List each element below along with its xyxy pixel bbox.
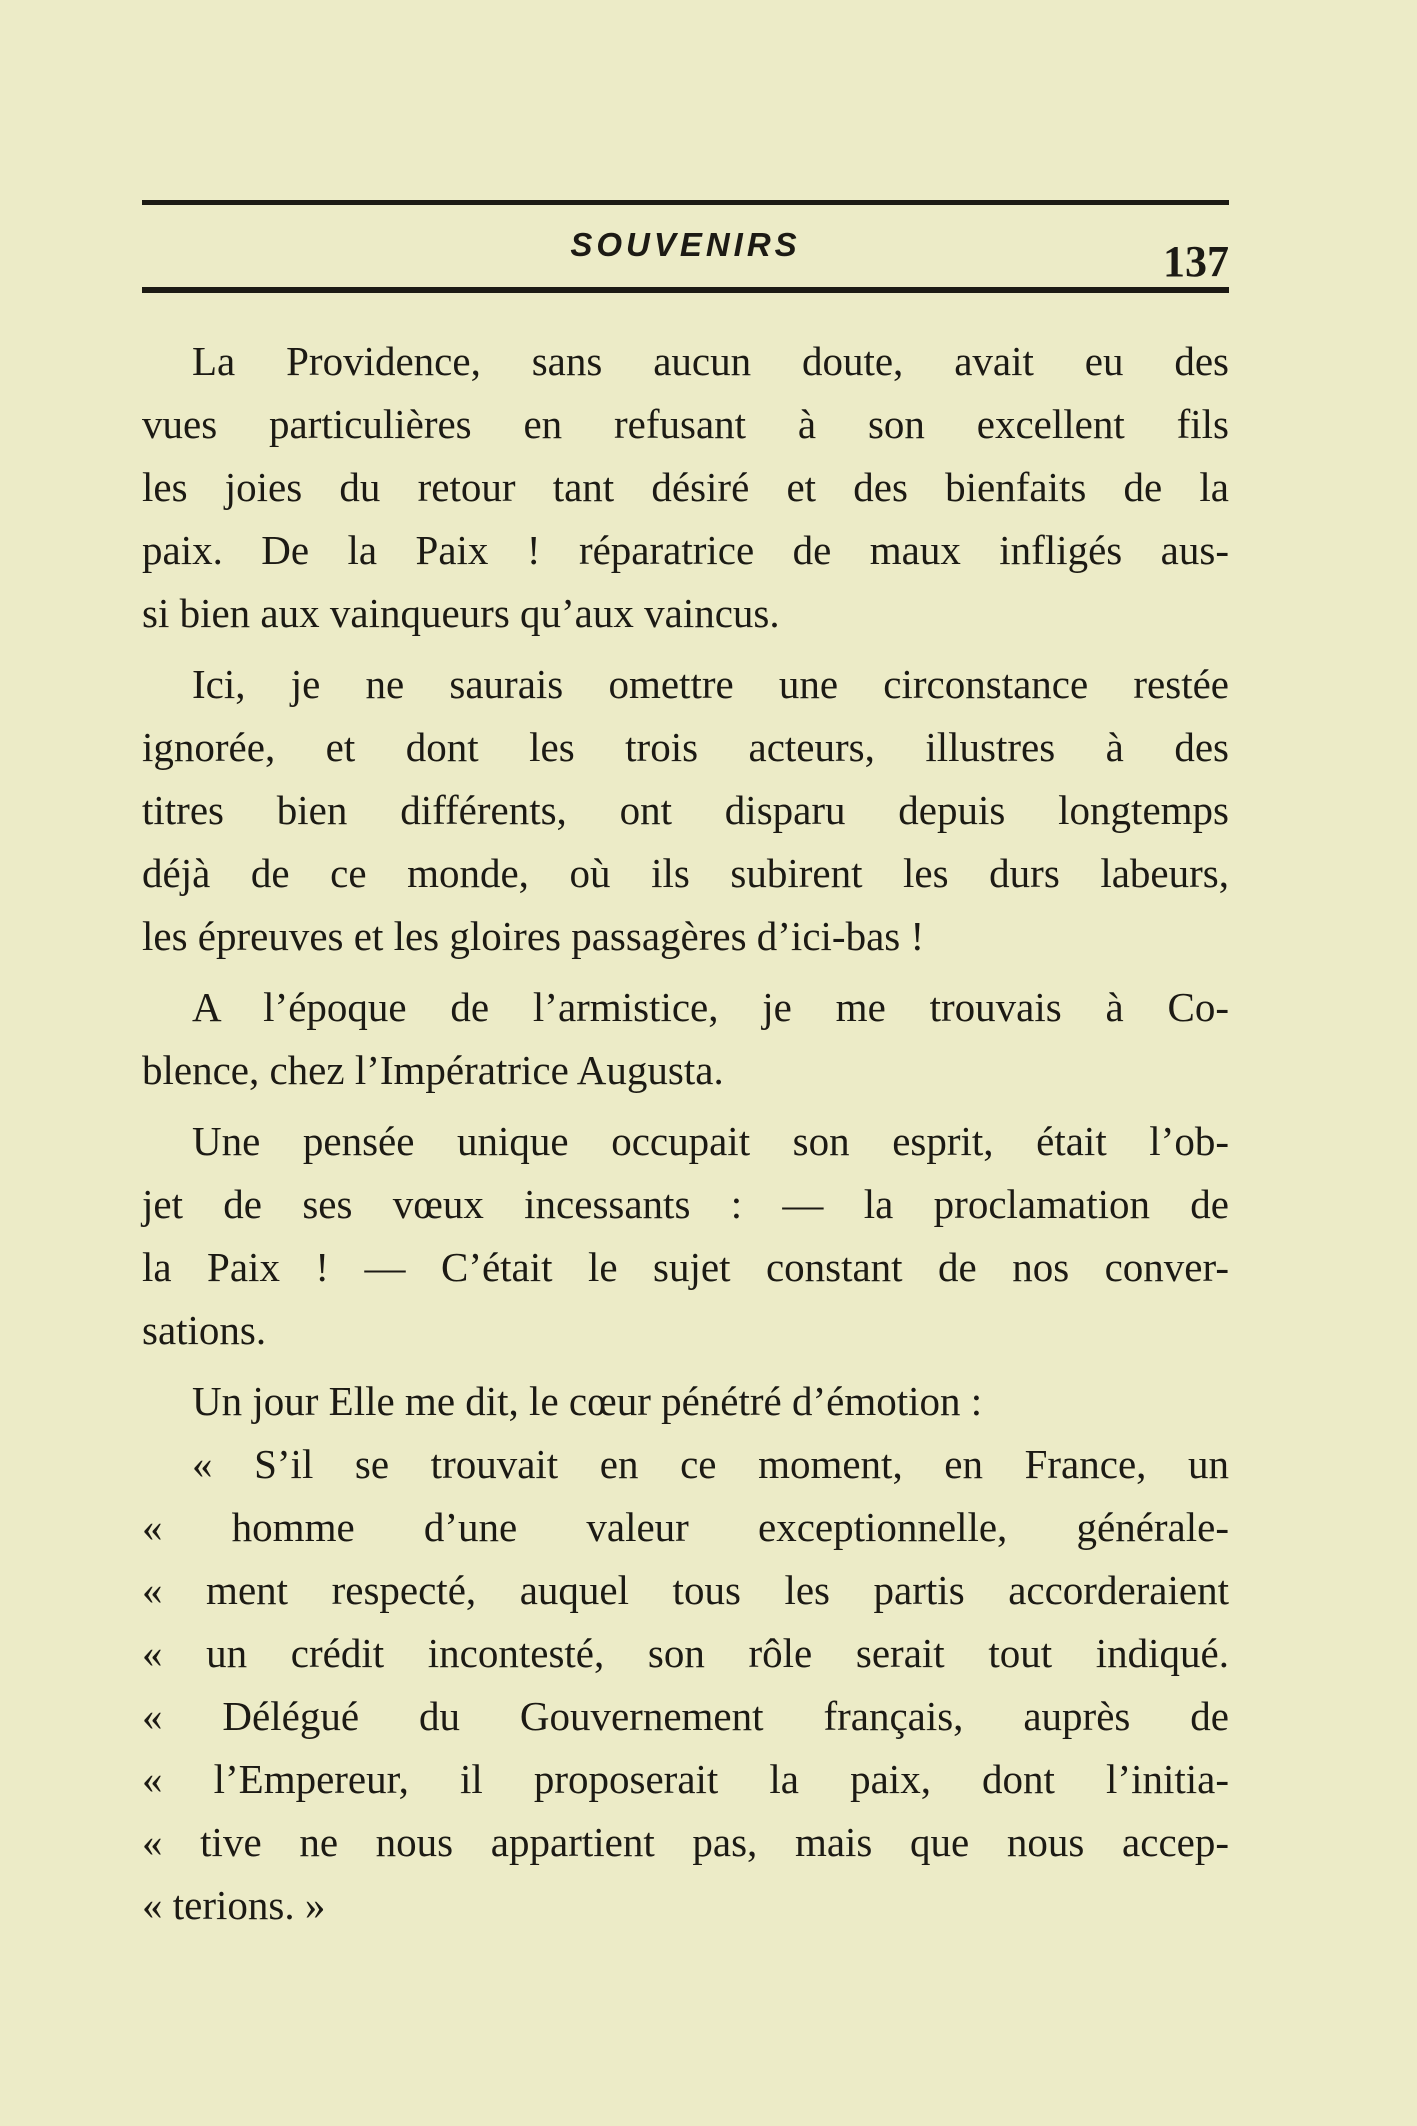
text-line: ignorée, et dont les trois acteurs, illustres à des bbox=[142, 724, 1229, 770]
text-line: « terions. » bbox=[142, 1882, 326, 1928]
header-rule-top bbox=[142, 200, 1229, 205]
text-line: Une pensée unique occupait son esprit, était l’ob- bbox=[192, 1118, 1229, 1164]
page-number: 137 bbox=[1163, 237, 1229, 286]
text-line: « un crédit incontesté, son rôle serait tout indiqué. bbox=[142, 1630, 1229, 1676]
text-line: A l’époque de l’armistice, je me trouvais à Co- bbox=[192, 984, 1229, 1030]
text-line: les épreuves et les gloires passagères d’ici-bas ! bbox=[142, 913, 925, 959]
text-line: Un jour Elle me dit, le cœur pénétré d’émotion : bbox=[192, 1378, 983, 1424]
paragraph bbox=[142, 976, 1229, 1102]
paragraph bbox=[142, 1370, 1229, 1937]
text-line: Ici, je ne saurais omettre une circonstance restée bbox=[192, 661, 1229, 707]
text-line: « homme d’une valeur exceptionnelle, générale- bbox=[142, 1504, 1229, 1550]
text-line: vues particulières en refusant à son excellent fils bbox=[142, 401, 1229, 447]
paragraph bbox=[142, 1110, 1229, 1362]
text-line: blence, chez l’Impératrice Augusta. bbox=[142, 1047, 724, 1093]
text-line: paix. De la Paix ! réparatrice de maux infligés aus- bbox=[142, 527, 1229, 573]
text-line: la Paix ! — C’était le sujet constant de nos conver- bbox=[142, 1244, 1229, 1290]
text-line: « S’il se trouvait en ce moment, en France, un bbox=[192, 1441, 1229, 1487]
text-line: les joies du retour tant désiré et des bienfaits de la bbox=[142, 464, 1229, 510]
text-line: titres bien différents, ont disparu depuis longtemps bbox=[142, 787, 1229, 833]
text-line: si bien aux vainqueurs qu’aux vaincus. bbox=[142, 590, 780, 636]
text-line: « ment respecté, auquel tous les partis accorderaient bbox=[142, 1567, 1229, 1613]
text-line: jet de ses vœux incessants : — la proclamation de bbox=[142, 1181, 1229, 1227]
paragraph bbox=[142, 330, 1229, 645]
running-title: SOUVENIRS bbox=[570, 226, 801, 263]
text-line: sations. bbox=[142, 1307, 267, 1353]
body-text bbox=[142, 330, 1229, 1937]
running-head bbox=[142, 222, 1229, 286]
paragraph bbox=[142, 653, 1229, 968]
text-line: La Providence, sans aucun doute, avait eu des bbox=[192, 338, 1229, 384]
text-line: « l’Empereur, il proposerait la paix, dont l’initia- bbox=[142, 1756, 1229, 1802]
text-line: « Délégué du Gouvernement français, auprès de bbox=[142, 1693, 1229, 1739]
text-line: déjà de ce monde, où ils subirent les durs labeurs, bbox=[142, 850, 1229, 896]
header-rule-bottom bbox=[142, 287, 1229, 293]
text-line: « tive ne nous appartient pas, mais que nous accep- bbox=[142, 1819, 1229, 1865]
